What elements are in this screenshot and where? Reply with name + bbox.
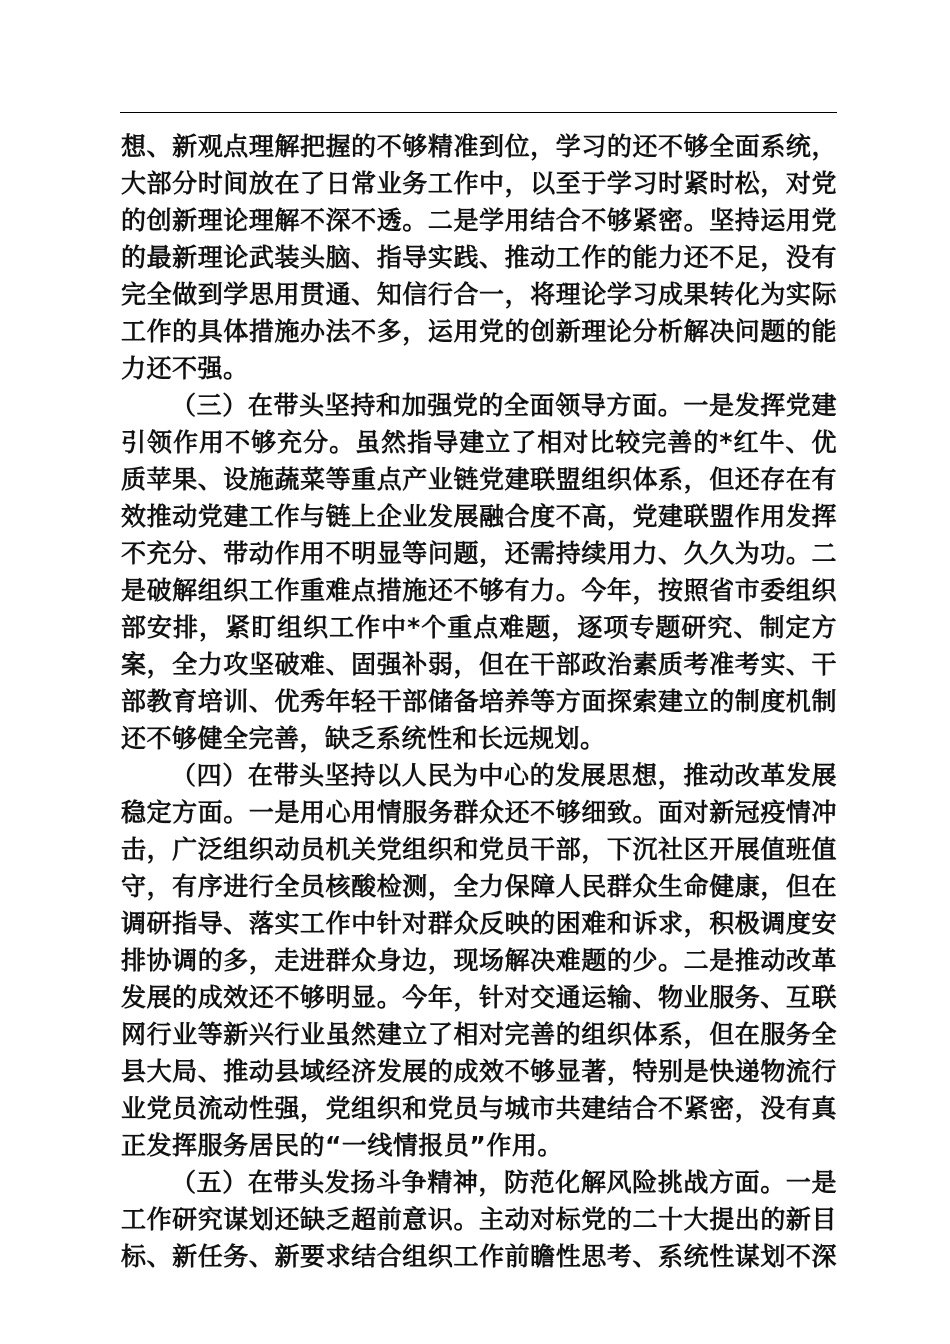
text-line: 排协调的多，走进群众身边，现场解决难题的少。二是推动改革 (121, 946, 837, 975)
text-line: 完全做到学思用贯通、知信行合一，将理论学习成果转化为实际 (121, 280, 837, 309)
text-line: 不充分、带动作用不明显等问题，还需持续用力、久久为功。二 (121, 539, 837, 568)
text-line: 部教育培训、优秀年轻干部储备培养等方面探索建立的制度机制 (121, 687, 837, 716)
section-heading-line: （五）在带头发扬斗争精神，防范化解风险挑战方面。一是 (171, 1168, 837, 1197)
text-line: 网行业等新兴行业虽然建立了相对完善的组织体系，但在服务全 (121, 1020, 837, 1049)
text-line: 县大局、推动县域经济发展的成效不够显著，特别是快递物流行 (121, 1057, 837, 1086)
text-line: 力还不强。 (121, 354, 249, 383)
text-line: 效推动党建工作与链上企业发展融合度不高，党建联盟作用发挥 (121, 502, 837, 531)
text-line: 想、新观点理解把握的不够精准到位，学习的还不够全面系统， (121, 132, 837, 161)
text-line: 引领作用不够充分。虽然指导建立了相对比较完善的*红牛、优 (121, 428, 837, 457)
text-line: 稳定方面。一是用心用情服务群众还不够细致。面对新冠疫情冲 (121, 798, 837, 827)
text-line: 部安排，紧盯组织工作中*个重点难题，逐项专题研究、制定方 (121, 613, 837, 642)
header-rule (120, 112, 837, 113)
text-line: 调研指导、落实工作中针对群众反映的困难和诉求，积极调度安 (121, 909, 837, 938)
document-body (121, 128, 837, 1275)
text-line: 案，全力攻坚破难、固强补弱，但在干部政治素质考准考实、干 (121, 650, 837, 679)
section-heading-line: （四）在带头坚持以人民为中心的发展思想，推动改革发展 (171, 761, 837, 790)
text-line: 是破解组织工作重难点措施还不够有力。今年，按照省市委组织 (121, 576, 837, 605)
section-heading-line: （三）在带头坚持和加强党的全面领导方面。一是发挥党建 (171, 391, 837, 420)
text-line: 工作的具体措施办法不多，运用党的创新理论分析解决问题的能 (121, 317, 837, 346)
text-line: 质苹果、设施蔬菜等重点产业链党建联盟组织体系，但还存在有 (121, 465, 837, 494)
text-line: 工作研究谋划还缺乏超前意识。主动对标党的二十大提出的新目 (121, 1205, 837, 1234)
text-line: 守，有序进行全员核酸检测，全力保障人民群众生命健康，但在 (121, 872, 837, 901)
text-line: 标、新任务、新要求结合组织工作前瞻性思考、系统性谋划不深 (121, 1242, 837, 1271)
text-line: 业党员流动性强，党组织和党员与城市共建结合不紧密，没有真 (121, 1094, 837, 1123)
text-line: 的最新理论武装头脑、指导实践、推动工作的能力还不足，没有 (121, 243, 837, 272)
text-line: 的创新理论理解不深不透。二是学用结合不够紧密。坚持运用党 (121, 206, 837, 235)
text-line: 正发挥服务居民的“一线情报员”作用。 (121, 1131, 563, 1160)
text-line: 大部分时间放在了日常业务工作中，以至于学习时紧时松，对党 (121, 169, 837, 198)
text-line: 击，广泛组织动员机关党组织和党员干部，下沉社区开展值班值 (121, 835, 837, 864)
text-line: 还不够健全完善，缺乏系统性和长远规划。 (121, 724, 606, 753)
text-line: 发展的成效还不够明显。今年，针对交通运输、物业服务、互联 (121, 983, 837, 1012)
